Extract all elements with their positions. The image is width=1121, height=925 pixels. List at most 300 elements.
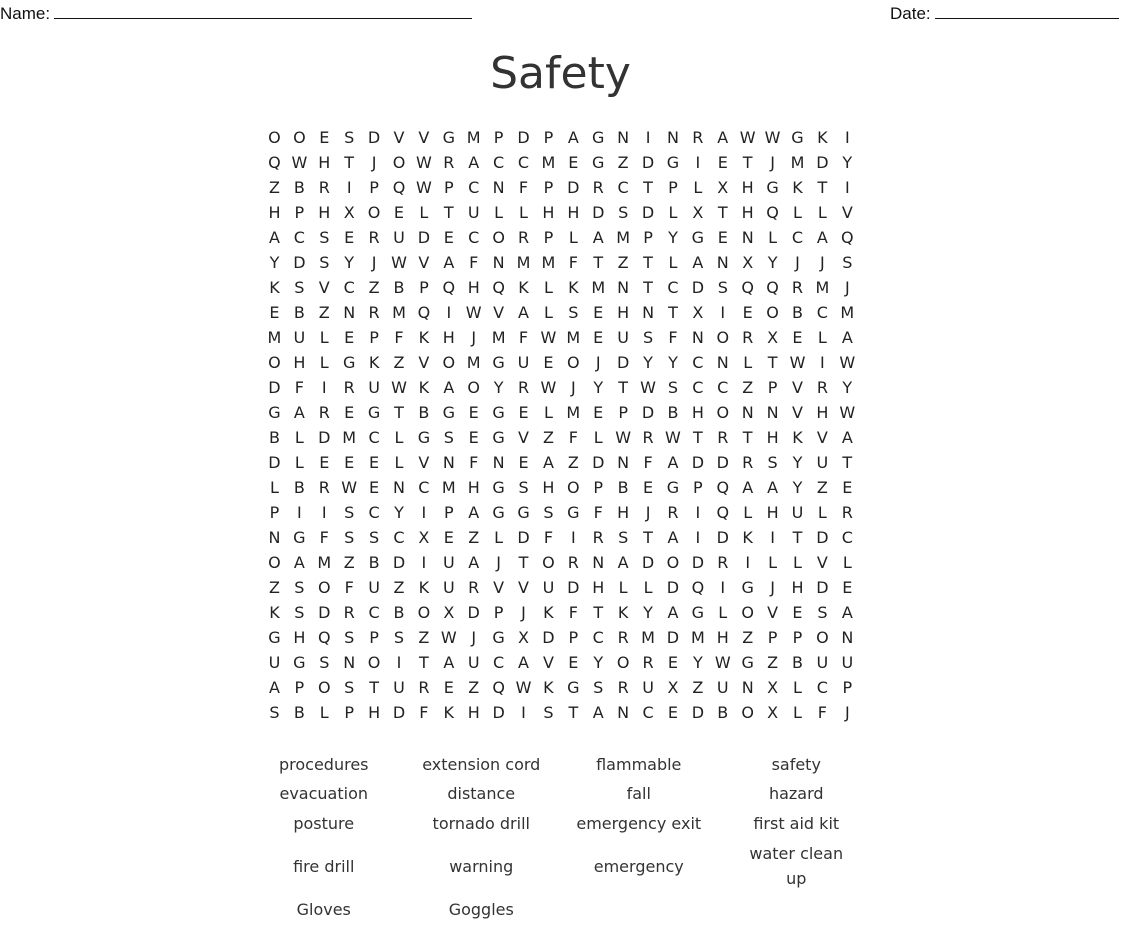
- grid-letter: L: [793, 553, 802, 572]
- grid-letter: O: [741, 603, 754, 622]
- grid-letter: G: [367, 403, 381, 422]
- grid-letter: P: [593, 478, 604, 497]
- grid-letter: H: [368, 703, 381, 722]
- grid-letter: E: [518, 403, 529, 422]
- word-bank-item: tornado drill: [432, 813, 530, 833]
- grid-letter: O: [741, 703, 754, 722]
- grid-letter: B: [293, 478, 305, 497]
- grid-letter: L: [294, 453, 304, 472]
- grid-letter: C: [343, 278, 355, 297]
- grid-row: [262, 625, 860, 650]
- grid-letter: E: [344, 228, 355, 247]
- word-bank-item: fire drill: [293, 856, 355, 876]
- grid-letter: K: [817, 128, 828, 147]
- grid-letter: U: [816, 653, 829, 672]
- grid-row: [262, 600, 860, 625]
- grid-letter: Y: [394, 503, 404, 522]
- grid-letter: H: [716, 628, 729, 647]
- grid-letter: L: [519, 203, 528, 222]
- grid-letter: O: [716, 328, 730, 347]
- grid-letter: R: [742, 328, 754, 347]
- grid-letter: A: [841, 428, 853, 447]
- grid-letter: M: [342, 428, 357, 447]
- grid-letter: A: [667, 528, 679, 547]
- grid-letter: B: [293, 178, 305, 197]
- grid-letter: Y: [792, 453, 803, 472]
- grid-letter: H: [816, 403, 829, 422]
- grid-letter: G: [492, 353, 505, 372]
- grid-letter: L: [793, 678, 802, 697]
- grid-letter: V: [841, 203, 853, 222]
- grid-letter: O: [467, 378, 480, 397]
- grid-letter: A: [443, 253, 455, 272]
- grid-letter: P: [493, 603, 504, 622]
- grid-letter: W: [440, 628, 457, 647]
- grid-letter: O: [268, 353, 281, 372]
- grid-letter: W: [714, 653, 731, 672]
- grid-letter: C: [493, 653, 505, 672]
- grid-letter: Y: [593, 653, 604, 672]
- grid-letter: Q: [716, 478, 730, 497]
- grid-letter: A: [468, 503, 480, 522]
- grid-letter: S: [518, 478, 529, 497]
- grid-letter: E: [393, 203, 405, 222]
- grid-letter: Q: [317, 628, 331, 647]
- grid-letter: U: [716, 678, 729, 697]
- word-bank: [245, 750, 875, 924]
- grid-letter: J: [795, 253, 800, 272]
- grid-letter: Q: [766, 203, 779, 222]
- grid-letter: A: [742, 478, 754, 497]
- date-field[interactable]: [890, 2, 1119, 24]
- grid-letter: A: [567, 128, 579, 147]
- grid-letter: M: [566, 328, 581, 347]
- grid-letter: N: [741, 403, 754, 422]
- grid-letter: O: [317, 678, 331, 697]
- grid-letter: K: [443, 703, 455, 722]
- grid-letter: O: [293, 128, 306, 147]
- grid-letter: G: [766, 178, 779, 197]
- grid-letter: C: [418, 478, 430, 497]
- grid-letter: S: [294, 578, 305, 597]
- grid-letter: L: [319, 703, 329, 722]
- grid-letter: E: [568, 653, 579, 672]
- grid-letter: I: [844, 128, 850, 147]
- grid-letter: J: [844, 703, 850, 722]
- grid-letter: Q: [691, 578, 705, 597]
- grid-letter: A: [617, 553, 629, 572]
- grid-letter: N: [343, 653, 356, 672]
- grid-letter: D: [592, 453, 605, 472]
- grid-letter: T: [842, 453, 853, 472]
- grid-letter: M: [317, 553, 332, 572]
- grid-letter: R: [642, 428, 654, 447]
- grid-letter: D: [641, 153, 655, 172]
- grid-letter: K: [617, 603, 629, 622]
- word-bank-item: distance: [447, 783, 516, 803]
- grid-letter: C: [692, 353, 704, 372]
- grid-letter: G: [492, 428, 505, 447]
- grid-letter: X: [717, 178, 729, 197]
- grid-letter: L: [718, 603, 728, 622]
- grid-letter: G: [492, 478, 505, 497]
- grid-letter: X: [767, 703, 779, 722]
- grid-letter: L: [593, 428, 603, 447]
- grid-letter: F: [643, 453, 653, 472]
- grid-letter: Z: [542, 428, 554, 447]
- grid-letter: N: [741, 228, 754, 247]
- grid-letter: M: [840, 303, 855, 322]
- grid-letter: C: [791, 228, 804, 247]
- word-bank-item: Gloves: [296, 899, 351, 919]
- grid-letter: S: [543, 703, 554, 722]
- grid-letter: Y: [269, 253, 280, 272]
- grid-letter: H: [791, 578, 804, 597]
- grid-letter: E: [568, 153, 579, 172]
- grid-letter: I: [720, 303, 726, 322]
- grid-letter: D: [816, 528, 829, 547]
- grid-letter: G: [741, 653, 754, 672]
- grid-letter: G: [293, 528, 306, 547]
- grid-letter: N: [666, 128, 679, 147]
- grid-letter: J: [371, 253, 377, 272]
- grid-letter: G: [666, 153, 680, 172]
- grid-letter: R: [717, 428, 729, 447]
- grid-letter: P: [369, 328, 379, 347]
- grid-letter: T: [742, 153, 753, 172]
- grid-letter: H: [617, 303, 630, 322]
- grid-letter: H: [741, 203, 754, 222]
- grid-letter: O: [666, 553, 680, 572]
- grid-letter: G: [592, 153, 605, 172]
- grid-letter: Y: [668, 228, 678, 247]
- grid-letter: R: [717, 553, 729, 572]
- grid-letter: U: [816, 453, 829, 472]
- grid-letter: L: [294, 428, 304, 447]
- grid-letter: O: [567, 353, 580, 372]
- grid-letter: Z: [368, 278, 380, 297]
- grid-letter: E: [443, 528, 454, 547]
- grid-letter: Z: [393, 578, 405, 597]
- grid-letter: H: [766, 503, 779, 522]
- grid-letter: U: [467, 203, 480, 222]
- grid-letter: E: [468, 403, 479, 422]
- name-line[interactable]: [54, 2, 472, 19]
- grid-letter: G: [492, 503, 505, 522]
- grid-letter: I: [745, 553, 751, 572]
- word-bank-item: posture: [293, 813, 355, 833]
- word-bank-item: warning: [449, 856, 514, 876]
- grid-letter: A: [293, 403, 305, 422]
- grid-letter: G: [517, 503, 530, 522]
- grid-letter: K: [792, 428, 803, 447]
- grid-letter: S: [393, 628, 405, 647]
- grid-letter: I: [570, 528, 576, 547]
- grid-letter: A: [293, 553, 305, 572]
- grid-letter: R: [318, 403, 330, 422]
- grid-row: [262, 700, 860, 725]
- grid-letter: J: [770, 153, 775, 172]
- grid-letter: S: [568, 303, 579, 322]
- grid-letter: A: [592, 703, 604, 722]
- word-bank-row: [245, 808, 875, 838]
- grid-letter: X: [343, 203, 355, 222]
- grid-letter: U: [268, 653, 281, 672]
- grid-letter: D: [517, 128, 530, 147]
- grid-letter: D: [816, 153, 829, 172]
- grid-row: [262, 175, 860, 200]
- grid-letter: U: [442, 578, 455, 597]
- grid-letter: T: [792, 528, 803, 547]
- grid-letter: S: [294, 603, 305, 622]
- grid-letter: F: [518, 178, 529, 197]
- grid-letter: W: [415, 178, 432, 197]
- grid-letter: D: [641, 203, 655, 222]
- grid-letter: L: [394, 428, 404, 447]
- grid-row: [262, 575, 860, 600]
- grid-letter: H: [542, 478, 555, 497]
- grid-letter: E: [518, 453, 529, 472]
- grid-letter: A: [518, 653, 529, 672]
- grid-letter: K: [568, 278, 579, 297]
- grid-letter: T: [344, 153, 355, 172]
- grid-letter: T: [643, 528, 653, 547]
- grid-row: [262, 500, 860, 525]
- grid-letter: Y: [668, 353, 678, 372]
- grid-letter: Z: [767, 653, 779, 672]
- grid-letter: T: [593, 253, 604, 272]
- grid-letter: C: [368, 428, 380, 447]
- grid-letter: I: [720, 578, 726, 597]
- grid-letter: C: [592, 628, 604, 647]
- grid-letter: D: [716, 528, 729, 547]
- date-line[interactable]: [935, 2, 1119, 19]
- grid-letter: I: [346, 178, 352, 197]
- grid-letter: M: [641, 628, 655, 647]
- grid-letter: M: [616, 228, 631, 247]
- grid-letter: M: [591, 278, 606, 297]
- grid-letter: M: [790, 153, 805, 172]
- grid-letter: I: [645, 128, 651, 147]
- grid-letter: I: [321, 378, 327, 397]
- grid-letter: W: [839, 353, 856, 372]
- grid-letter: D: [318, 428, 331, 447]
- grid-letter: D: [293, 253, 306, 272]
- grid-letter: R: [517, 228, 530, 247]
- grid-letter: M: [566, 403, 581, 422]
- grid-letter: A: [443, 653, 455, 672]
- grid-letter: Z: [343, 553, 355, 572]
- grid-letter: S: [767, 453, 778, 472]
- word-bank-item: flammable: [596, 754, 682, 774]
- grid-letter: D: [666, 628, 680, 647]
- grid-letter: L: [817, 203, 827, 222]
- grid-letter: R: [517, 378, 530, 397]
- grid-letter: D: [467, 603, 480, 622]
- grid-letter: F: [593, 503, 603, 522]
- grid-letter: Z: [418, 628, 430, 647]
- grid-letter: O: [492, 228, 505, 247]
- grid-letter: J: [471, 628, 477, 647]
- grid-letter: O: [766, 303, 779, 322]
- grid-letter: C: [468, 178, 480, 197]
- grid-letter: E: [667, 653, 678, 672]
- grid-letter: S: [618, 528, 629, 547]
- grid-letter: I: [421, 503, 427, 522]
- grid-letter: I: [421, 553, 427, 572]
- grid-letter: B: [418, 403, 430, 422]
- grid-letter: S: [319, 253, 330, 272]
- grid-letter: S: [344, 503, 355, 522]
- grid-letter: S: [593, 678, 604, 697]
- grid-letter: T: [443, 203, 454, 222]
- grid-row: [262, 375, 860, 400]
- grid-letter: S: [642, 328, 654, 347]
- grid-letter: Z: [617, 153, 629, 172]
- grid-letter: E: [344, 328, 355, 347]
- grid-letter: P: [369, 178, 379, 197]
- grid-letter: G: [666, 478, 680, 497]
- grid-letter: N: [492, 253, 505, 272]
- grid-letter: K: [418, 328, 430, 347]
- name-label: Name:: [0, 4, 51, 23]
- grid-letter: P: [493, 128, 504, 147]
- grid-letter: E: [717, 153, 728, 172]
- grid-letter: S: [543, 503, 554, 522]
- grid-letter: A: [841, 603, 853, 622]
- grid-letter: I: [396, 653, 402, 672]
- grid-letter: G: [791, 128, 804, 147]
- grid-letter: D: [392, 703, 406, 722]
- grid-letter: M: [392, 303, 406, 322]
- grid-letter: C: [293, 228, 305, 247]
- grid-letter: E: [842, 578, 853, 597]
- grid-row: [262, 125, 860, 150]
- grid-letter: V: [418, 453, 430, 472]
- grid-letter: C: [368, 503, 380, 522]
- grid-row: [262, 450, 860, 475]
- grid-letter: E: [593, 303, 604, 322]
- grid-letter: G: [592, 128, 605, 147]
- grid-letter: K: [418, 378, 430, 397]
- grid-letter: C: [667, 278, 679, 297]
- grid-letter: E: [369, 478, 380, 497]
- grid-letter: Y: [643, 353, 653, 372]
- grid-letter: J: [471, 328, 477, 347]
- grid-letter: T: [717, 203, 728, 222]
- grid-letter: R: [592, 528, 604, 547]
- grid-letter: M: [267, 328, 282, 347]
- grid-letter: L: [494, 528, 504, 547]
- grid-letter: M: [466, 353, 481, 372]
- grid-letter: C: [617, 178, 629, 197]
- grid-letter: B: [393, 278, 405, 297]
- grid-letter: Z: [816, 478, 828, 497]
- grid-letter: Q: [741, 278, 754, 297]
- grid-letter: G: [567, 503, 580, 522]
- grid-letter: D: [567, 178, 580, 197]
- grid-letter: F: [568, 603, 578, 622]
- name-field[interactable]: [0, 2, 472, 24]
- grid-letter: J: [496, 553, 501, 572]
- grid-letter: L: [793, 203, 802, 222]
- grid-letter: S: [842, 253, 853, 272]
- grid-letter: E: [792, 328, 803, 347]
- grid-letter: R: [592, 178, 604, 197]
- grid-letter: G: [342, 353, 356, 372]
- grid-letter: R: [418, 678, 430, 697]
- grid-letter: O: [367, 653, 381, 672]
- grid-letter: K: [792, 178, 803, 197]
- word-bank-row: [245, 750, 875, 778]
- word-bank-row: [245, 838, 875, 894]
- grid-letter: I: [695, 153, 701, 172]
- grid-letter: G: [492, 628, 505, 647]
- grid-letter: E: [792, 603, 803, 622]
- grid-letter: P: [693, 478, 703, 497]
- grid-letter: K: [269, 278, 280, 297]
- grid-letter: N: [617, 453, 630, 472]
- grid-letter: P: [568, 628, 579, 647]
- grid-letter: A: [443, 378, 455, 397]
- grid-letter: E: [369, 453, 380, 472]
- grid-letter: A: [468, 153, 480, 172]
- grid-letter: T: [394, 403, 404, 422]
- grid-letter: L: [668, 203, 678, 222]
- grid-letter: D: [641, 553, 655, 572]
- grid-letter: S: [294, 278, 305, 297]
- grid-letter: I: [695, 528, 701, 547]
- grid-letter: R: [617, 628, 629, 647]
- grid-letter: P: [443, 503, 454, 522]
- word-bank-item: evacuation: [279, 783, 368, 803]
- grid-letter: D: [691, 453, 705, 472]
- grid-letter: A: [816, 228, 828, 247]
- grid-letter: K: [518, 278, 529, 297]
- grid-letter: K: [543, 678, 554, 697]
- grid-letter: P: [344, 703, 354, 722]
- grid-letter: R: [343, 603, 355, 622]
- grid-letter: G: [741, 578, 754, 597]
- grid-letter: M: [516, 253, 531, 272]
- grid-letter: N: [343, 303, 356, 322]
- grid-letter: F: [394, 328, 404, 347]
- grid-letter: U: [617, 328, 629, 347]
- grid-letter: W: [640, 378, 656, 397]
- grid-letter: U: [791, 503, 804, 522]
- grid-letter: E: [593, 328, 604, 347]
- grid-letter: O: [716, 403, 730, 422]
- grid-row: [262, 400, 860, 425]
- grid-letter: D: [666, 578, 680, 597]
- grid-letter: Y: [643, 603, 653, 622]
- grid-letter: S: [817, 603, 828, 622]
- grid-letter: F: [294, 378, 304, 397]
- grid-row: [262, 250, 860, 275]
- grid-letter: L: [768, 553, 778, 572]
- grid-letter: J: [371, 153, 377, 172]
- grid-letter: L: [817, 328, 827, 347]
- grid-letter: D: [417, 228, 431, 247]
- grid-letter: L: [842, 553, 852, 572]
- grid-letter: D: [392, 553, 406, 572]
- grid-row: [262, 150, 860, 175]
- grid-letter: W: [540, 328, 557, 347]
- grid-letter: B: [293, 303, 305, 322]
- grid-letter: I: [695, 503, 701, 522]
- grid-letter: F: [668, 328, 678, 347]
- grid-row: [262, 200, 860, 225]
